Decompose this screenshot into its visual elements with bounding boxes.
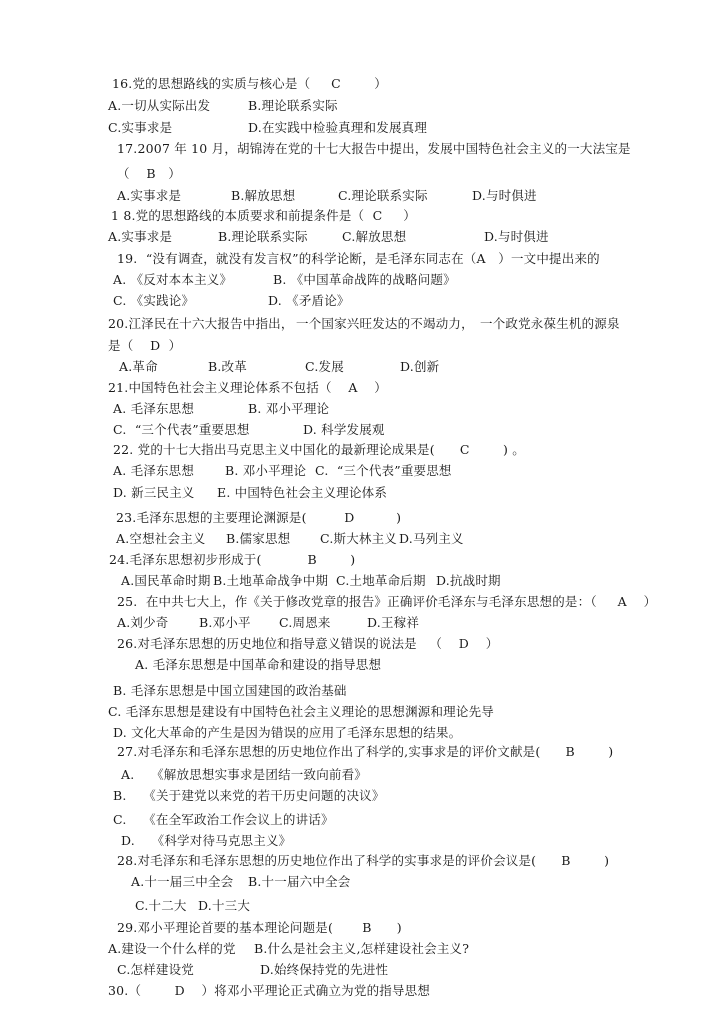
question-27-option-c: C. 《在全军政治工作会议上的讲话》 bbox=[113, 812, 334, 827]
option-a: A.空想社会主义 bbox=[116, 531, 206, 546]
option-c: C. “三个代表”重要思想 bbox=[113, 422, 250, 437]
question-26-stem: 26.对毛泽东思想的历史地位和指导意义错误的说法是 （ D ） bbox=[117, 636, 499, 651]
option-c: C. 《实践论》 bbox=[113, 293, 195, 308]
option-d: D.与时俱进 bbox=[472, 188, 537, 203]
option-b: B.理论联系实际 bbox=[218, 229, 308, 244]
option-e: E. 中国特色社会主义理论体系 bbox=[217, 485, 388, 500]
option-d: D.创新 bbox=[400, 359, 440, 374]
option-a: A.刘少奇 bbox=[117, 615, 169, 630]
question-19-stem: 19. “没有调查，就没有发言权”的科学论断，是毛泽东同志在（A ）一文中提出来的 bbox=[117, 251, 600, 266]
question-23-stem: 23.毛泽东思想的主要理论渊源是( D ) bbox=[116, 510, 402, 525]
stem-part-1: 20.江泽民在十六大报告中指出， bbox=[108, 316, 294, 331]
option-d: D.十三大 bbox=[198, 898, 251, 913]
option-b: B.儒家思想 bbox=[226, 531, 291, 546]
option-b: B.理论联系实际 bbox=[248, 98, 338, 113]
option-a: A. 《反对本本主义》 bbox=[113, 272, 233, 287]
option-a: A.十一届三中全会 bbox=[131, 874, 234, 889]
option-d: D.在实践中检验真理和发展真理 bbox=[248, 120, 428, 135]
option-d: D. 《矛盾论》 bbox=[268, 293, 350, 308]
option-c: C.周恩来 bbox=[279, 615, 331, 630]
option-b: B. 邓小平理论 bbox=[225, 463, 307, 478]
question-24-stem: 24.毛泽东思想初步形成于( B ) bbox=[109, 552, 356, 567]
question-17-answer: （ B ） bbox=[117, 166, 181, 181]
option-d: D.与时俱进 bbox=[484, 229, 549, 244]
option-a: A.一切从实际出发 bbox=[108, 98, 211, 113]
option-b: B.改革 bbox=[208, 359, 247, 374]
option-b: B.邓小平 bbox=[199, 615, 251, 630]
option-c: C.十二大 bbox=[135, 898, 187, 913]
option-d: D.王稼祥 bbox=[367, 615, 420, 630]
question-27-option-d: D. 《科学对待马克思主义》 bbox=[121, 833, 292, 848]
question-27-stem: 27.对毛泽东和毛泽东思想的历史地位作出了科学的,实事求是的评价文献是( B ) bbox=[117, 744, 614, 759]
option-c: C.发展 bbox=[305, 359, 344, 374]
option-d: D.马列主义 bbox=[399, 531, 464, 546]
option-c: C.土地革命后期 bbox=[336, 573, 426, 588]
option-c: C.实事求是 bbox=[108, 120, 173, 135]
option-a: A.国民革命时期 bbox=[121, 573, 211, 588]
option-b: B.解放思想 bbox=[231, 188, 296, 203]
option-c: C.怎样建设党 bbox=[117, 962, 194, 977]
option-c: C.理论联系实际 bbox=[338, 188, 428, 203]
option-b: B.什么是社会主义,怎样建设社会主义? bbox=[254, 941, 470, 956]
question-30-stem: 30.（ D ）将邓小平理论正式确立为党的指导思想 bbox=[108, 983, 431, 998]
option-a: A. 毛泽东思想 bbox=[113, 463, 195, 478]
option-c: C.解放思想 bbox=[342, 229, 407, 244]
question-17-stem: 17.2007 年 10 月，胡锦涛在党的十七大报告中提出，发展中国特色社会主义的一大法宝是 bbox=[117, 141, 631, 156]
question-26-option-b: B. 毛泽东思想是中国立国建国的政治基础 bbox=[113, 683, 347, 698]
question-20-answer: 是（ D ） bbox=[108, 338, 182, 353]
option-b: B.十一届六中全会 bbox=[248, 874, 351, 889]
option-a: A. 毛泽东思想 bbox=[113, 401, 195, 416]
option-d: D.始终保持党的先进性 bbox=[260, 962, 389, 977]
option-d: D. 科学发展观 bbox=[303, 422, 385, 437]
question-27-option-b: B. 《关于建党以来党的若干历史问题的决议》 bbox=[113, 788, 385, 803]
question-29-stem: 29.邓小平理论首要的基本理论问题是( B ) bbox=[117, 920, 402, 935]
option-b: B. 邓小平理论 bbox=[248, 401, 330, 416]
question-26-option-d: D. 文化大革命的产生是因为错误的应用了毛泽东思想的结果。 bbox=[113, 725, 462, 740]
question-18-stem: 1 8.党的思想路线的本质要求和前提条件是（ C ） bbox=[111, 208, 416, 223]
stem-part-3: 一个政党永葆生机的源泉 bbox=[480, 316, 620, 331]
question-28-stem: 28.对毛泽东和毛泽东思想的历史地位作出了科学的实事求是的评价会议是( B ) bbox=[117, 853, 610, 868]
option-d: D.抗战时期 bbox=[436, 573, 501, 588]
question-16-stem: 16.党的思想路线的实质与核心是（ C ） bbox=[112, 76, 387, 91]
stem-part-2: 一个国家兴旺发达的不竭动力， bbox=[296, 316, 474, 331]
question-21-stem: 21.中国特色社会主义理论体系不包括（ A ） bbox=[108, 380, 387, 395]
question-26-option-a: A. 毛泽东思想是中国革命和建设的指导思想 bbox=[135, 657, 382, 672]
option-d: D. 新三民主义 bbox=[113, 485, 195, 500]
question-27-option-a: A. 《解放思想实事求是团结一致向前看》 bbox=[121, 767, 367, 782]
question-22-stem: 22. 党的十七大指出马克思主义中国化的最新理论成果是( C ) 。 bbox=[113, 442, 525, 457]
question-25-stem: 25. 在中共七大上，作《关于修改党章的报告》正确评价毛泽东与毛泽东思想的是：（ A ） bbox=[117, 594, 657, 609]
option-a: A.建设一个什么样的党 bbox=[108, 941, 236, 956]
option-b: B.土地革命战争中期 bbox=[213, 573, 329, 588]
question-26-option-c: C. 毛泽东思想是建设有中国特色社会主义理论的思想渊源和理论先导 bbox=[108, 704, 494, 719]
option-a: A.实事求是 bbox=[117, 188, 182, 203]
option-c: C.斯大林主义 bbox=[320, 531, 397, 546]
option-a: A.实事求是 bbox=[108, 229, 173, 244]
option-a: A.革命 bbox=[119, 359, 158, 374]
option-b: B. 《中国革命战阵的战略问题》 bbox=[273, 272, 456, 287]
option-c: C. “三个代表”重要思想 bbox=[315, 463, 452, 478]
